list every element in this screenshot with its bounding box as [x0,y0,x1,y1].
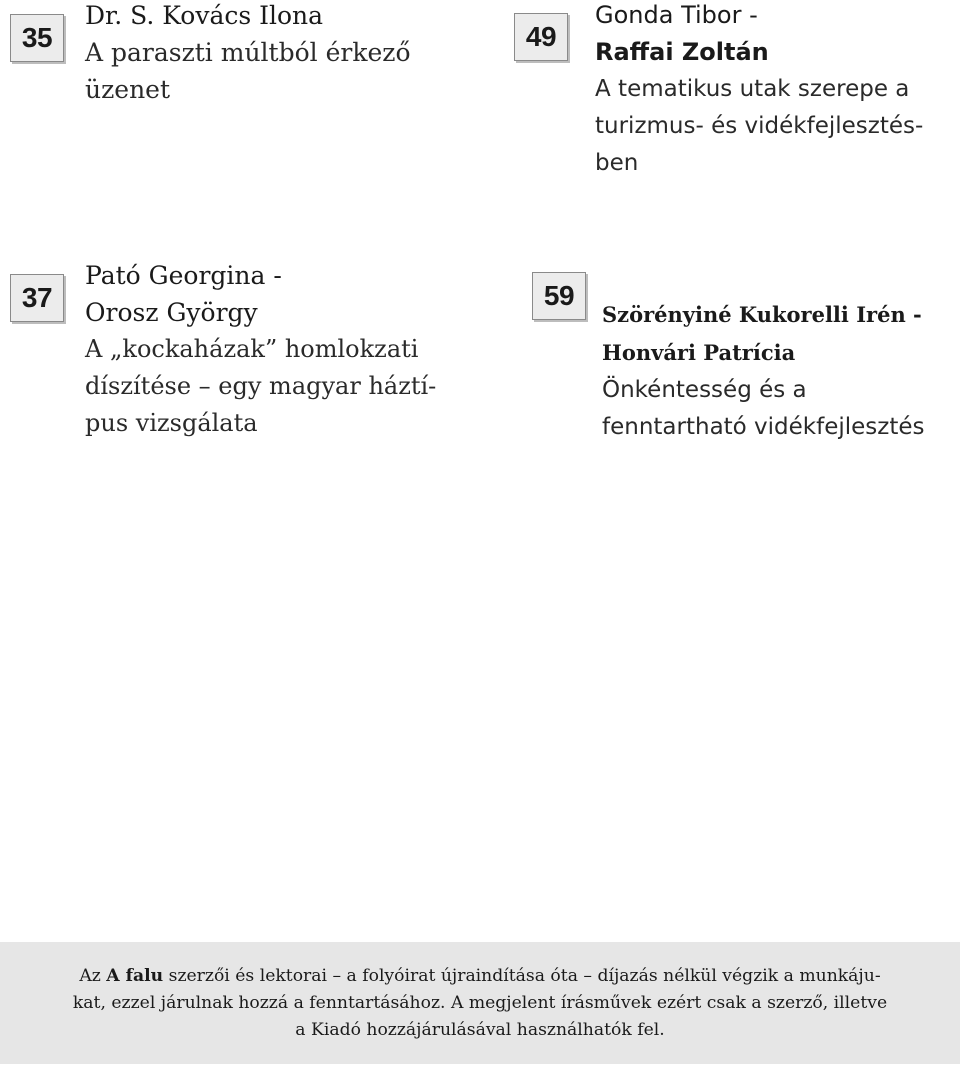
page-number-box: 49 [514,13,568,61]
entry-title-line: díszítése – egy magyar háztí- [85,372,437,400]
page-number-box: 37 [10,274,64,322]
entry-title-line: Önkéntesség és a [602,377,807,403]
entry-title-line: A paraszti múltból érkező [85,38,411,67]
entry-authors: Honvári Patrícia [602,340,796,365]
footer-text: Az [79,965,107,986]
entry-title-line: ben [595,150,639,176]
page-number-box: 35 [10,14,64,62]
entry-title-line: A tematikus utak szerepe a [595,76,910,102]
entry-authors: Orosz György [85,298,258,327]
entry-authors: Gonda Tibor - [595,1,758,29]
page-number-box: 59 [532,272,586,320]
entry-authors: Pató Georgina - [85,261,282,290]
entry-title-line: A „kockaházak” homlokzati [85,335,419,363]
footer-line [79,963,880,990]
footer-line: a Kiadó hozzájárulásával használhatók fel. [295,1019,665,1040]
entry-authors: Raffai Zoltán [595,38,769,66]
entry-title-line: fenntartható vidékfejlesztés [602,414,925,440]
entry-title-line: pus vizsgálata [85,409,258,437]
footer-text: szerzői és lektorai – a folyóirat újraindítása óta – díjazás nélkül végzik a munkáju- [163,965,881,986]
entry-authors: Szörényiné Kukorelli Irén - [602,302,922,327]
entry-authors: Dr. S. Kovács Ilona [85,1,324,30]
footer-line: kat, ezzel járulnak hozzá a fenntartásához. A megjelent írásművek ezért csak a szerző, illetve [72,992,888,1013]
entry-title-line: üzenet [85,75,171,104]
journal-name: A falu [106,965,164,986]
footer-note [0,942,960,1064]
entry-title-line: turizmus- és vidékfejlesztés- [595,113,924,139]
